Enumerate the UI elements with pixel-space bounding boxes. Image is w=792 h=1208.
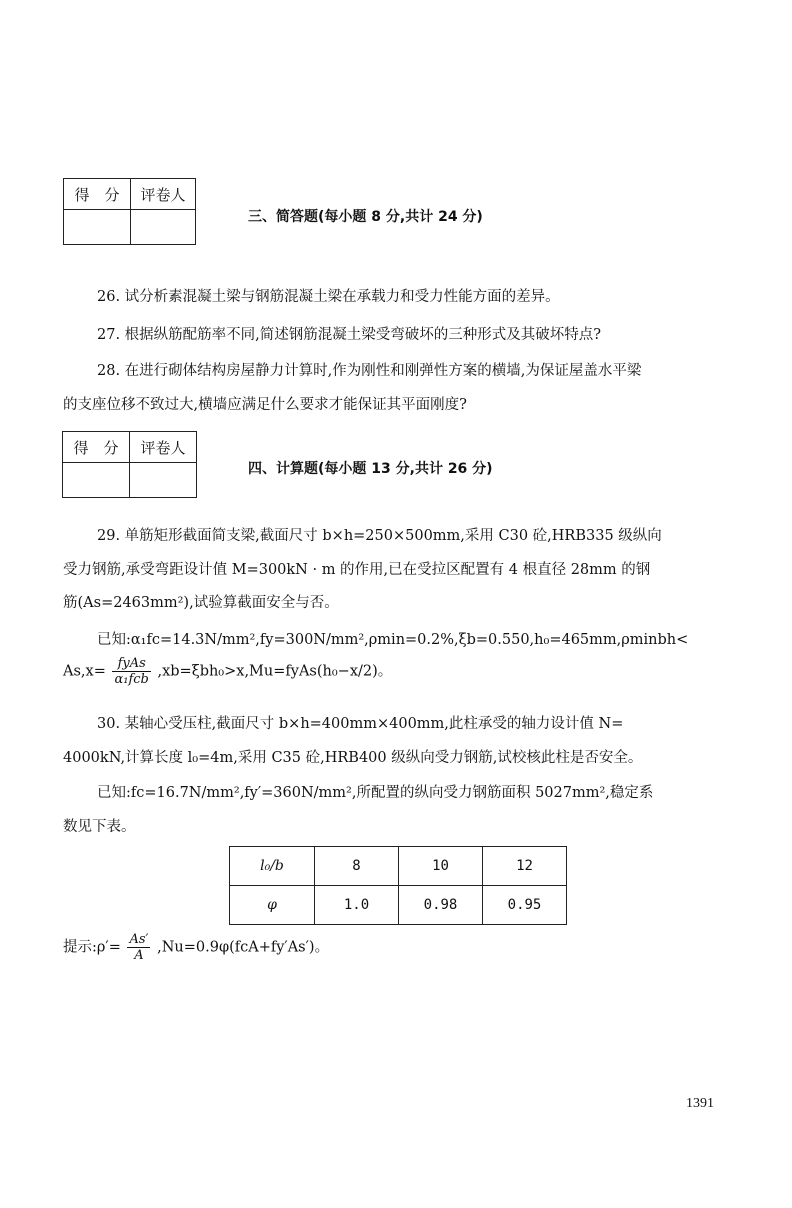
question-30-line2: 4000kN,计算长度 l₀=4m,采用 C35 砼,HRB400 级纵向受力钢筋,试校核此柱是否安全。 — [63, 750, 643, 766]
score-box-section4 — [62, 431, 197, 498]
table-cell: 12 — [483, 847, 567, 886]
fraction-x — [112, 656, 150, 687]
score-cell[interactable] — [64, 210, 131, 245]
question-26: 26. 试分析素混凝土梁与钢筋混凝土梁在承载力和受力性能方面的差异。 — [97, 289, 560, 305]
table-cell: φ — [230, 886, 315, 925]
table-cell: 8 — [315, 847, 399, 886]
question-30-known2: 数见下表。 — [63, 819, 136, 835]
question-29-known2 — [63, 656, 392, 687]
question-30-line1: 30. 某轴心受压柱,截面尺寸 b×h=400mm×400mm,此柱承受的轴力设计值 N= — [97, 716, 624, 732]
question-29-line1: 29. 单筋矩形截面简支梁,截面尺寸 b×h=250×500mm,采用 C30 砼,HRB335 级纵向 — [97, 528, 662, 544]
table-row — [230, 886, 567, 925]
question-29-line3: 筋(As=2463mm²),试验算截面安全与否。 — [63, 595, 339, 611]
hint-line — [63, 932, 329, 963]
grader-label: 评卷人 — [131, 179, 196, 210]
table-cell: 1.0 — [315, 886, 399, 925]
grader-label: 评卷人 — [130, 432, 197, 463]
fraction-denominator: A — [134, 948, 144, 963]
question-27: 27. 根据纵筋配筋率不同,简述钢筋混凝土梁受弯破坏的三种形式及其破坏特点? — [97, 327, 602, 343]
fraction-numerator: fyAs — [112, 656, 150, 672]
score-label: 得 分 — [63, 432, 130, 463]
grader-cell[interactable] — [131, 210, 196, 245]
question-29-line2: 受力钢筋,承受弯距设计值 M=300kN · m 的作用,已在受拉区配置有 4 根直径 28mm 的钢 — [63, 562, 651, 578]
question-29-known1: 已知:α₁fc=14.3N/mm²,fy=300N/mm²,ρmin=0.2%,ξb=0.550,h₀=465mm,ρminbh< — [97, 632, 689, 648]
table-cell: 10 — [399, 847, 483, 886]
score-box-section3 — [63, 178, 196, 245]
fraction-rho — [127, 932, 150, 963]
section3-title: 三、简答题(每小题 8 分,共计 24 分) — [248, 209, 483, 225]
stability-coefficient-table — [229, 846, 567, 925]
formula-prefix: As,x= — [63, 663, 106, 680]
grader-cell[interactable] — [130, 463, 197, 498]
fraction-denominator: α₁fcb — [114, 672, 149, 687]
question-30-known1: 已知:fc=16.7N/mm²,fy′=360N/mm²,所配置的纵向受力钢筋面积 5027mm²,稳定系 — [97, 785, 654, 801]
fraction-numerator: As′ — [129, 932, 149, 947]
question-28-line2: 的支座位移不致过大,横墙应满足什么要求才能保证其平面刚度? — [63, 397, 467, 413]
score-cell[interactable] — [63, 463, 130, 498]
question-28-line1: 28. 在进行砌体结构房屋静力计算时,作为刚性和刚弹性方案的横墙,为保证屋盖水平梁 — [97, 363, 642, 379]
formula-suffix: ,xb=ξbh₀>x,Mu=fyAs(h₀−x/2)。 — [157, 663, 393, 680]
page-number: 1391 — [686, 1096, 714, 1111]
section4-title: 四、计算题(每小题 13 分,共计 26 分) — [248, 461, 493, 477]
table-cell: l₀/b — [230, 847, 315, 886]
table-cell: 0.98 — [399, 886, 483, 925]
table-header-row — [230, 847, 567, 886]
score-label: 得 分 — [64, 179, 131, 210]
table-cell: 0.95 — [483, 886, 567, 925]
hint-suffix: ,Nu=0.9φ(fcA+fy′As′)。 — [157, 939, 330, 956]
hint-prefix: 提示:ρ′= — [63, 939, 121, 956]
